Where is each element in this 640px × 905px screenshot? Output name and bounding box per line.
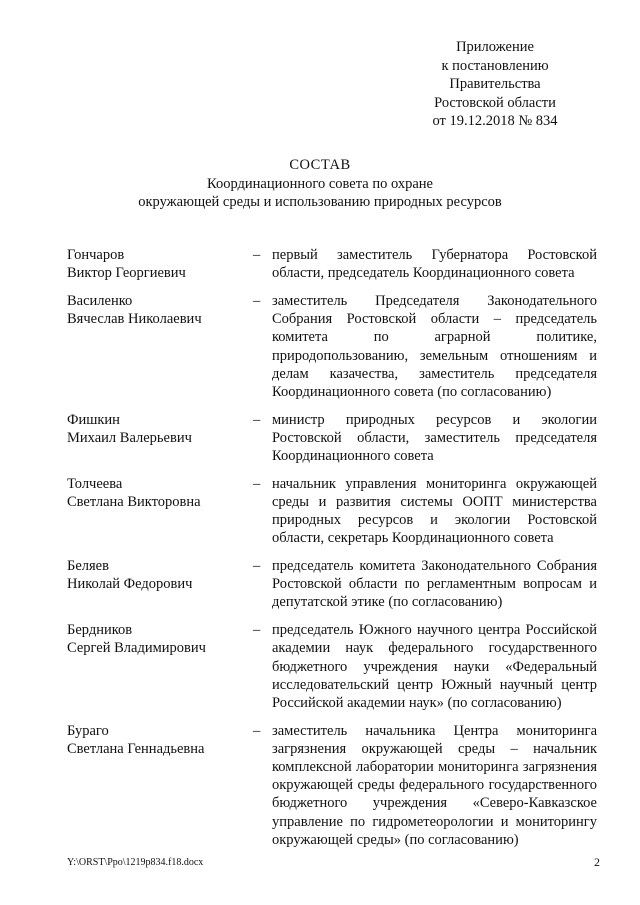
member-entry (67, 722, 597, 849)
member-dash: – (253, 411, 261, 428)
member-role: заместитель Председателя Законодательного Собрания Ростовской области – председатель комитета по аграрной политике, природопользованию, земельным отношениям и делам казачества, заместитель председателя Координационного совета (по согласованию) (272, 292, 597, 400)
member-surname: Бердников (67, 622, 133, 639)
member-given-name: Светлана Викторовна (67, 493, 201, 510)
footer-file-path: Y:\ORST\Ppo\1219p834.f18.docx (67, 857, 204, 868)
member-dash: – (253, 475, 261, 492)
document-title: СОСТАВ (289, 157, 351, 173)
member-entry (67, 621, 597, 712)
member-role: председатель комитета Законодательного Собрания Ростовской области по регламентным вопросам и депутатской этике (по согласованию) (272, 558, 597, 611)
member-dash: – (253, 558, 261, 575)
member-dash: – (253, 247, 261, 263)
appendix-line: Правительства (449, 76, 541, 92)
member-entry (67, 246, 597, 282)
member-role: заместитель начальника Центра мониторинга загрязнения окружающей среды – начальник комплексной лаборатории мониторинга загрязнения окружающей среды федерального государственного бюджетного учреждения «Северо-Кавказское управление по гидрометеорологии и мониторингу окружающей среды» (по согласованию) (272, 722, 597, 848)
appendix-line: Ростовской области (434, 94, 556, 111)
appendix-line: от 19.12.2018 № 834 (432, 113, 558, 129)
member-surname: Василенко (67, 292, 133, 309)
member-role: первый заместитель Губернатора Ростовской области, председатель Координационного совета (272, 247, 597, 282)
member-name (67, 621, 253, 657)
appendix-block (380, 38, 610, 131)
member-name (67, 557, 253, 593)
member-surname: Беляев (67, 558, 109, 575)
member-entry (67, 475, 597, 548)
members-list (67, 246, 597, 859)
member-given-name: Вячеслав Николаевич (67, 311, 202, 328)
member-dash: – (253, 292, 261, 309)
member-given-name: Михаил Валерьевич (67, 429, 192, 446)
member-dash: – (253, 622, 261, 639)
document-heading (60, 156, 580, 212)
member-entry (67, 292, 597, 401)
member-entry (67, 411, 597, 466)
member-given-name: Светлана Геннадьевна (67, 740, 205, 757)
member-name (67, 722, 253, 758)
member-role: министр природных ресурсов и экологии Ростовской области, заместитель председателя Координационного совета (272, 411, 597, 465)
member-name (67, 292, 253, 328)
member-given-name: Виктор Георгиевич (67, 265, 186, 282)
member-entry (67, 557, 597, 612)
member-dash: – (253, 722, 261, 739)
member-role: председатель Южного научного центра Российской академии наук федерального государственного бюджетного учреждения науки «Федеральный исследовательский центр Южный научный центр Российской академии наук» (по согласованию) (272, 622, 597, 711)
member-name (67, 411, 253, 447)
member-surname: Бураго (67, 722, 109, 739)
document-subtitle: Координационного совета по охране (207, 175, 433, 192)
member-role: начальник управления мониторинга окружающей среды и развития системы ООПТ министерства природных ресурсов и экологии Ростовской области, секретарь Координационного совета (272, 475, 597, 547)
member-surname: Толчеева (67, 475, 123, 492)
member-given-name: Сергей Владимирович (67, 640, 206, 657)
member-surname: Гончаров (67, 247, 125, 263)
appendix-line: к постановлению (441, 57, 549, 74)
appendix-line: Приложение (456, 39, 534, 55)
member-name (67, 475, 253, 511)
member-name (67, 246, 253, 282)
document-subtitle: окружающей среды и использованию природных ресурсов (138, 194, 502, 210)
member-given-name: Николай Федорович (67, 576, 193, 593)
member-surname: Фишкин (67, 411, 120, 428)
page-number: 2 (594, 855, 600, 869)
